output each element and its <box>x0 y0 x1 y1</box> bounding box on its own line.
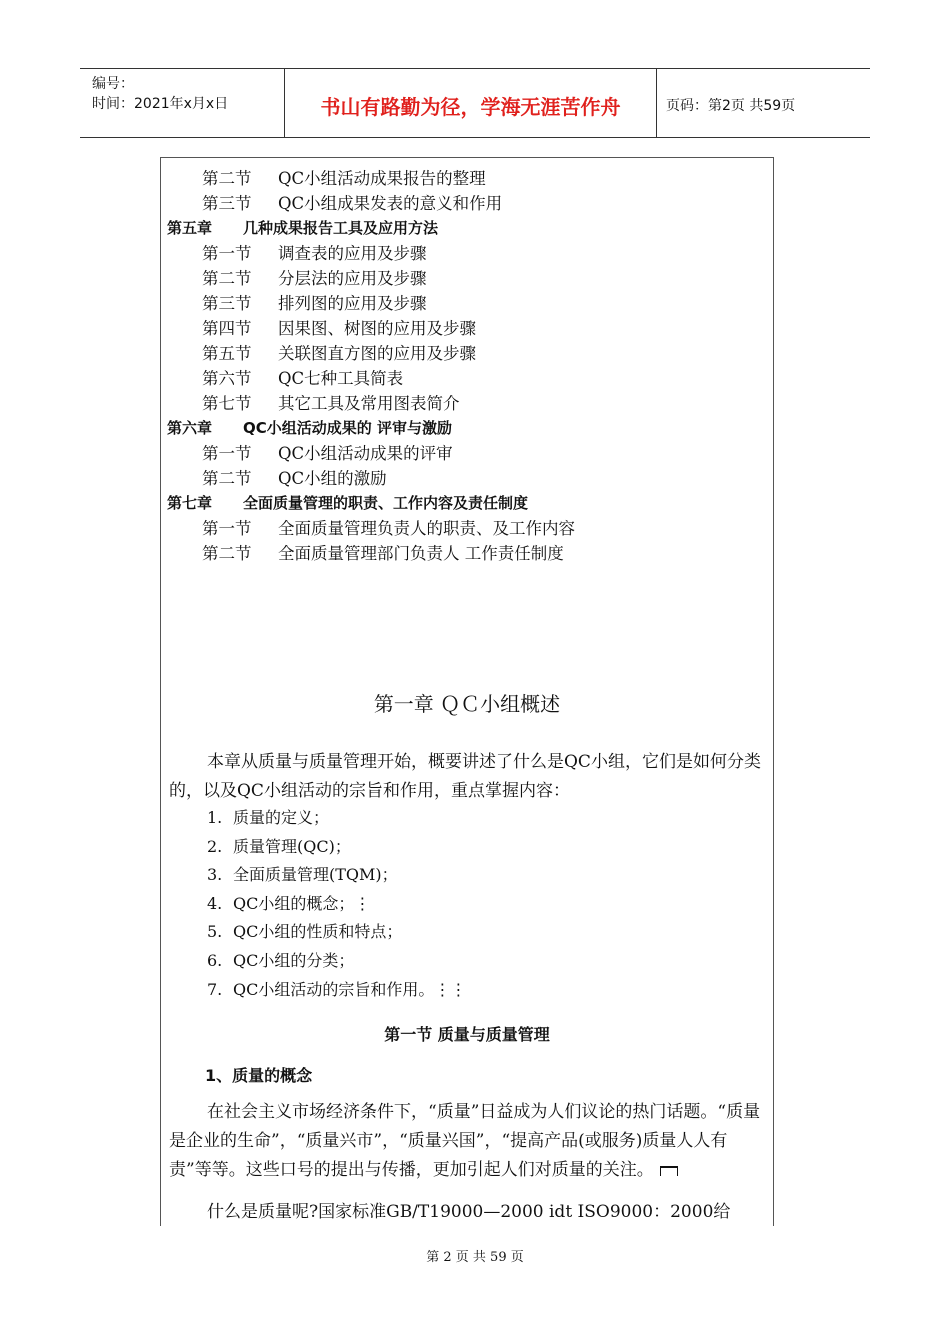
toc-section <box>161 316 773 341</box>
toc-number: 第七章 <box>167 494 213 512</box>
body-paragraph-1: 在社会主义市场经济条件下，“质量”日益成为人们议论的热门话题。“质量是企业的生命”，“质量兴市”，“质量兴国”，“提高产品(或服务)质量人人有责”等等。这些口号的提出与传播，更加引起人们对质量的关注。 <box>169 1102 761 1180</box>
toc-section <box>161 166 773 191</box>
list-item <box>207 861 747 890</box>
toc-title: QC小组活动成果报告的整理 <box>278 169 486 188</box>
toc-number: 第一节 <box>202 519 252 538</box>
list-text: QC小组的性质和特点； <box>233 922 403 942</box>
toc-chapter <box>161 491 773 516</box>
list-number: 2. <box>207 836 223 856</box>
toc-number: 第二节 <box>202 544 252 563</box>
toc-number: 第五节 <box>202 344 252 363</box>
toc-title: 几种成果报告工具及应用方法 <box>243 219 439 237</box>
toc-section <box>161 266 773 291</box>
toc-number: 第二节 <box>202 269 252 288</box>
header-info-cell <box>80 69 284 137</box>
toc-title: 调查表的应用及步骤 <box>278 244 427 263</box>
toc-title: QC小组的激励 <box>278 469 387 488</box>
list-text: QC小组的分类； <box>233 950 355 970</box>
toc-title: 全面质量管理负责人的职责、及工作内容 <box>278 519 575 538</box>
page-info: 页码：第2页 共59页 <box>666 98 796 114</box>
body-paragraph-2: 什么是质量呢?国家标准GB/T19000—2000 idt ISO9000：2000给 <box>207 1202 731 1222</box>
toc-section <box>161 541 773 566</box>
page-footer: 第 2 页 共 59 页 <box>426 1250 524 1265</box>
list-text: 质量的定义； <box>233 808 330 827</box>
header-motto-cell <box>284 69 657 137</box>
list-number: 5. <box>207 922 223 942</box>
intro-paragraph: 本章从质量与质量管理开始，概要讲述了什么是QC小组，它们是如何分类的，以及QC小组活动的宗旨和作用，重点掌握内容： <box>169 752 761 801</box>
toc-title: QC小组活动成果的评审 <box>278 444 453 463</box>
list-number: 6. <box>207 950 223 970</box>
toc-title: 全面质量管理部门负责人 工作责任制度 <box>278 544 564 563</box>
toc-chapter <box>161 216 773 241</box>
header-page-cell <box>656 69 870 137</box>
list-item <box>207 890 747 919</box>
list-number: 1. <box>207 808 223 827</box>
toc-number: 第三节 <box>202 294 252 313</box>
toc-section <box>161 466 773 491</box>
list-number: 7. <box>207 979 223 999</box>
toc-title: 分层法的应用及步骤 <box>278 269 427 288</box>
section-title: 第一节 质量与质量管理 <box>384 1025 550 1044</box>
toc-title: 关联图直方图的应用及步骤 <box>278 344 476 363</box>
toc-section <box>161 291 773 316</box>
time-label: 时间：2021年x月x日 <box>92 96 229 112</box>
chapter-title: 第一章 ＱＣ小组概述 <box>373 692 561 716</box>
toc-number: 第一节 <box>202 444 252 463</box>
toc-title: 排列图的应用及步骤 <box>278 294 427 313</box>
list-text: QC小组活动的宗旨和作用。⋮⋮ <box>233 979 467 999</box>
toc-section <box>161 441 773 466</box>
key-points-list <box>207 804 747 1004</box>
toc-number: 第六章 <box>167 419 213 437</box>
toc-number: 第四节 <box>202 319 252 338</box>
toc-title: 因果图、树图的应用及步骤 <box>278 319 476 338</box>
list-text: 质量管理(QC)； <box>233 836 351 856</box>
toc-section <box>161 191 773 216</box>
toc-section <box>161 516 773 541</box>
edit-mark-icon <box>660 1166 678 1176</box>
toc-section <box>161 341 773 366</box>
toc-title: QC小组活动成果的 评审与激励 <box>243 419 452 437</box>
toc-title: 其它工具及常用图表简介 <box>278 394 460 413</box>
list-item <box>207 804 747 833</box>
toc-section <box>161 366 773 391</box>
list-item <box>207 918 747 947</box>
toc-title: QC小组成果发表的意义和作用 <box>278 194 503 213</box>
list-text: QC小组的概念；⋮ <box>233 893 371 913</box>
toc-number: 第五章 <box>167 219 213 237</box>
toc-section <box>161 241 773 266</box>
toc-number: 第七节 <box>202 394 252 413</box>
list-item <box>207 833 747 862</box>
number-label: 编号： <box>92 76 134 92</box>
table-of-contents <box>161 166 773 566</box>
list-text: 全面质量管理(TQM)； <box>233 865 398 885</box>
toc-number: 第三节 <box>202 194 252 213</box>
toc-title: 全面质量管理的职责、工作内容及责任制度 <box>243 494 529 512</box>
toc-title: QC七种工具简表 <box>278 369 404 388</box>
list-number: 4. <box>207 893 223 913</box>
toc-chapter <box>161 416 773 441</box>
toc-number: 第二节 <box>202 169 252 188</box>
toc-number: 第二节 <box>202 469 252 488</box>
list-item <box>207 947 747 976</box>
subsection-title: 1、质量的概念 <box>205 1066 313 1085</box>
content-box <box>160 157 774 1226</box>
motto: 书山有路勤为径，学海无涯苦作舟 <box>320 95 621 119</box>
toc-number: 第一节 <box>202 244 252 263</box>
toc-section <box>161 391 773 416</box>
toc-number: 第六节 <box>202 369 252 388</box>
page-header <box>80 68 870 138</box>
list-item <box>207 976 747 1005</box>
list-number: 3. <box>207 865 223 885</box>
